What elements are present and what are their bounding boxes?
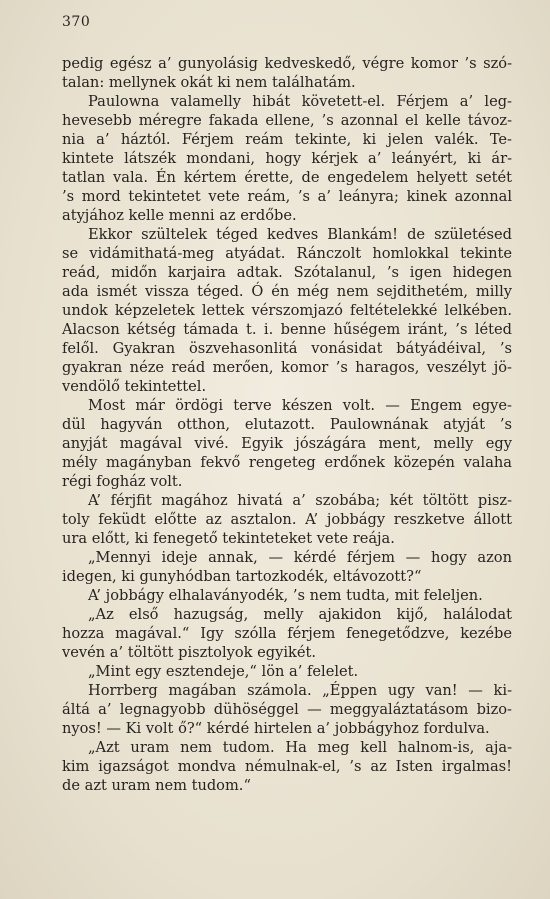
text-line: Alacson kétség támada t. i. benne hűségem iránt, ’s léted xyxy=(62,321,512,338)
text-line: „Mennyi ideje annak, — kérdé férjem — hogy azon xyxy=(88,549,512,566)
text-line: nyos! — Ki volt ő?“ kérdé hirtelen a’ jobbágyhoz fordulva. xyxy=(62,720,490,737)
text-line: idegen, ki gunyhódban tartozkodék, eltávozott?“ xyxy=(62,568,422,585)
text-line: kintete látszék mondani, hogy kérjek a’ leányért, ki ár- xyxy=(62,150,512,167)
text-line: Paulowna valamelly hibát követett-el. Férjem a’ leg- xyxy=(88,93,512,110)
text-line: mély magányban fekvő rengeteg erdőnek közepén valaha xyxy=(62,454,512,471)
text-line: atyjához kelle menni az erdőbe. xyxy=(62,207,297,224)
text-line: pedig egész a’ gunyolásig kedveskedő, végre komor ’s szó- xyxy=(62,55,512,72)
text-line: „Azt uram nem tudom. Ha meg kell halnom-is, aja- xyxy=(88,739,512,756)
text-line: undok képzeletek lettek vérszomjazó feltételekké lelkében. xyxy=(62,302,512,319)
text-line: régi fogház volt. xyxy=(62,473,183,490)
text-line: kim igazságot mondva némulnak-el, ’s az Isten irgalmas! xyxy=(62,758,512,775)
text-line: se vidámithatá-meg atyádat. Ránczolt homlokkal tekinte xyxy=(62,245,512,262)
text-line: anyját magával vivé. Egyik jószágára ment, melly egy xyxy=(62,435,512,452)
text-line: Ekkor szültelek téged kedves Blankám! de születésed xyxy=(88,226,512,243)
text-line: áltá a’ legnagyobb dühöséggel — meggyaláztatásom bizo- xyxy=(62,701,512,718)
text-line: talan: mellynek okát ki nem találhatám. xyxy=(62,74,356,91)
text-line: nia a’ háztól. Férjem reám tekinte, ki jelen valék. Te- xyxy=(62,131,512,148)
text-line: ’s mord tekintetet vete reám, ’s a’ leányra; kinek azonnal xyxy=(62,188,512,205)
text-line: vevén a’ töltött pisztolyok egyikét. xyxy=(62,644,317,661)
text-line: reád, midőn karjaira adtak. Szótalanul, ’s igen hidegen xyxy=(62,264,512,281)
text-line: de azt uram nem tudom.“ xyxy=(62,777,251,794)
text-line: vendölő tekintettel. xyxy=(62,378,207,395)
page-number: 370 xyxy=(62,14,91,30)
text-line: dül hagyván otthon, elutazott. Paulownának atyját ’s xyxy=(62,416,512,433)
body-text xyxy=(62,54,512,795)
text-line: toly feküdt előtte az asztalon. A’ jobbágy reszketve állott xyxy=(62,511,512,528)
text-line: „Mint egy esztendeje,“ lön a’ felelet. xyxy=(88,663,359,680)
text-line: ura előtt, ki fenegető tekinteteket vete reája. xyxy=(62,530,395,547)
text-line: ada ismét vissza téged. Ó én még nem sejdithetém, milly xyxy=(62,283,512,300)
text-line: Horrberg magában számola. „Éppen ugy van! — ki- xyxy=(88,682,512,699)
text-line: hozza magával.“ Igy szólla férjem fenegetődzve, kezébe xyxy=(62,625,512,642)
text-line: A’ jobbágy elhalaványodék, ’s nem tudta, mit feleljen. xyxy=(88,587,483,604)
text-line: „Az első hazugság, melly ajakidon kijő, halálodat xyxy=(88,606,512,623)
text-line: Most már ördögi terve készen volt. — Engem egye- xyxy=(88,397,512,414)
text-line: felől. Gyakran öszvehasonlitá vonásidat bátyádéival, ’s xyxy=(62,340,512,357)
text-line: A’ férjfit magához hivatá a’ szobába; két töltött pisz- xyxy=(88,492,512,509)
text-line: hevesebb méregre fakada ellene, ’s azonnal el kelle távoz- xyxy=(62,112,512,129)
text-line: gyakran néze reád merően, komor ’s haragos, veszélyt jö- xyxy=(62,359,512,376)
text-line: tatlan vala. Én kértem érette, de engedelem helyett setét xyxy=(62,169,512,186)
